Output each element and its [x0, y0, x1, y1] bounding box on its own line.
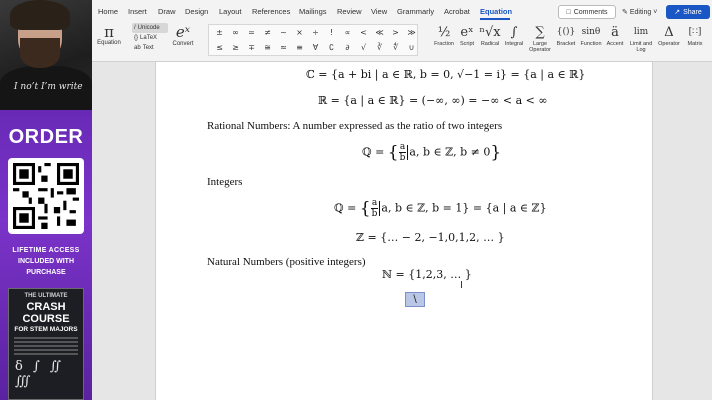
rational-lhs: ℚ = — [362, 145, 385, 159]
text-cursor-icon: I — [460, 280, 463, 291]
tab-equation[interactable]: Equation — [480, 7, 513, 16]
heading-rational: Rational Numbers: A number expressed as the ratio of two integers — [207, 120, 503, 132]
symbol-button[interactable]: ≪ — [375, 28, 384, 37]
equation-z[interactable]: ℤ = {… − 2, −1,0,1,2, … } — [356, 231, 505, 244]
matrix-button[interactable]: [∷] Matrix — [682, 24, 708, 47]
webcam-hair — [10, 0, 70, 30]
symbol-button[interactable]: ∞ — [232, 28, 239, 37]
integers-lhs: ℚ = — [334, 201, 357, 215]
book-cover[interactable] — [8, 288, 84, 400]
share-label: Share — [683, 8, 702, 16]
editing-button[interactable] — [622, 5, 662, 19]
equation-rational[interactable] — [362, 142, 501, 163]
tab-home[interactable]: Home — [98, 7, 119, 16]
structures-group — [432, 24, 712, 60]
comment-icon: □ — [566, 8, 571, 16]
webcam-shirt-text: I no’t I’m write — [14, 82, 83, 92]
symbol-button[interactable]: ∛ — [376, 43, 383, 52]
book-subtitle: FOR STEM MAJORS — [14, 326, 78, 333]
symbol-button[interactable]: ≥ — [232, 43, 239, 52]
function-button[interactable]: sinθ Function — [578, 24, 604, 47]
script-button[interactable]: eˣ Script — [459, 25, 475, 47]
book-math-glyphs: δ ∫ ∬ ∭ — [15, 359, 64, 389]
symbol-button[interactable]: ≫ — [407, 28, 416, 37]
rational-rhs: a, b ∈ ℤ, b ≠ 0 — [409, 145, 491, 159]
symbol-button[interactable]: ∪ — [408, 43, 415, 52]
symbol-button[interactable]: ∜ — [392, 43, 399, 52]
equation-input-box[interactable]: \ — [405, 292, 425, 307]
mode-latex[interactable]: {} LaTeX — [134, 35, 158, 41]
symbol-button[interactable]: × — [296, 28, 303, 37]
comments-label: Comments — [573, 8, 608, 16]
symbol-button[interactable]: < — [360, 28, 367, 37]
tab-review[interactable]: Review — [337, 7, 362, 16]
promo-included-with: INCLUDED WITH — [18, 258, 74, 265]
book-title: CRASH COURSE — [22, 301, 70, 325]
fraction-icon: ½ — [437, 25, 451, 40]
symbol-button[interactable]: ~ — [280, 28, 287, 37]
bracket-icon: {()} — [556, 27, 576, 37]
tab-layout[interactable]: Layout — [219, 7, 242, 16]
integers-rhs: a, b ∈ ℤ, b = 1} = {a | a ∈ ℤ} — [381, 201, 547, 215]
tab-acrobat[interactable]: Acrobat — [444, 7, 470, 16]
symbol-button[interactable]: ≡ — [296, 43, 303, 52]
equation-integers[interactable] — [334, 198, 547, 219]
input-mode-list — [132, 23, 168, 53]
book-body-lines — [12, 337, 80, 355]
heading-integers: Integers — [207, 176, 243, 188]
limit-and-log-button[interactable]: lim Limit and Log — [626, 24, 656, 53]
radical-icon: ⁿ√x — [479, 25, 501, 40]
symbol-button[interactable]: ÷ — [312, 28, 319, 37]
operator-icon: Δ — [664, 25, 674, 40]
symbol-button[interactable]: > — [392, 28, 399, 37]
share-button[interactable] — [666, 5, 710, 19]
tab-grammarly[interactable]: Grammarly — [397, 7, 435, 16]
promo-purchase: PURCHASE — [26, 269, 66, 276]
editing-label: Editing — [629, 8, 652, 16]
bracket-button[interactable]: {()} Bracket — [554, 24, 578, 47]
tab-mailings[interactable]: Mailings — [299, 7, 327, 16]
symbol-button[interactable]: ≈ — [280, 43, 287, 52]
fraction-a-over-b: $\frac{a}{b}$ — [399, 142, 406, 163]
integral-button[interactable]: ∫ Integral — [504, 25, 524, 47]
convert-button[interactable] — [170, 23, 196, 47]
open-brace: { — [387, 142, 399, 163]
book-top-text: THE ULTIMATE — [24, 293, 68, 299]
symbol-button[interactable]: ± — [216, 28, 223, 37]
insert-equation-button[interactable] — [96, 24, 122, 46]
fraction-button[interactable]: ½ Fraction — [434, 25, 454, 47]
symbol-button[interactable]: = — [248, 28, 255, 37]
ribbon-tabs — [92, 0, 712, 22]
radical-button[interactable]: ⁿ√x Radical — [479, 25, 501, 47]
symbol-button[interactable]: ≠ — [264, 28, 271, 37]
close-brace: } — [490, 142, 502, 163]
unicode-icon: / — [134, 25, 136, 31]
script-icon: eˣ — [460, 25, 474, 40]
convert-label: Convert — [172, 41, 194, 47]
qr-code-icon — [13, 163, 79, 229]
tab-view[interactable]: View — [371, 7, 388, 16]
symbol-button[interactable]: ∂ — [345, 43, 350, 52]
equation-n[interactable]: ℕ = {1,2,3, … } — [382, 268, 472, 281]
pi-icon: π — [104, 23, 114, 41]
pencil-icon: ✎ — [622, 9, 628, 16]
operator-button[interactable]: Δ Operator — [658, 25, 680, 47]
equation-label: Equation — [97, 40, 121, 46]
symbol-button[interactable]: ∓ — [248, 43, 255, 52]
tab-design[interactable]: Design — [185, 7, 209, 16]
symbol-button[interactable]: ≤ — [216, 43, 223, 52]
webcam-feed — [0, 0, 92, 110]
latex-icon: {} — [134, 35, 139, 41]
symbols-gallery — [208, 24, 418, 56]
limit-icon: lim — [633, 27, 649, 37]
order-title: ORDER — [8, 126, 84, 148]
large-operator-button[interactable]: ∑ Large Operator — [529, 25, 551, 53]
document-page[interactable] — [155, 62, 653, 400]
share-icon: ↗ — [674, 9, 681, 16]
tab-insert[interactable]: Insert — [128, 7, 147, 16]
tab-draw[interactable]: Draw — [158, 7, 176, 16]
symbol-button[interactable]: ∀ — [312, 43, 319, 52]
integral-icon: ∫ — [510, 25, 518, 40]
qr-code[interactable] — [8, 158, 84, 234]
symbol-button[interactable]: ! — [329, 28, 334, 37]
accent-button[interactable]: ä Accent — [606, 25, 624, 47]
webcam-beard — [20, 38, 60, 68]
text-icon: ab — [134, 45, 141, 51]
mode-unicode[interactable]: / Unicode — [132, 23, 168, 33]
active-tab-underline — [480, 18, 510, 20]
chevron-down-icon: ˅ — [653, 8, 658, 16]
symbol-button[interactable]: ∝ — [344, 28, 351, 37]
promo-lifetime-access: LIFETIME ACCESS — [12, 247, 80, 254]
matrix-icon: [∷] — [688, 27, 702, 37]
heading-natural: Natural Numbers (positive integers) — [207, 256, 366, 268]
promo-panel — [0, 0, 92, 400]
convert-icon: eˣ — [175, 23, 191, 41]
ribbon — [92, 0, 712, 62]
sum-icon: ∑ — [535, 25, 545, 40]
comments-button[interactable] — [558, 5, 616, 19]
accent-icon: ä — [611, 25, 619, 40]
open-brace: { — [359, 198, 371, 219]
mode-text[interactable]: ab Text — [134, 45, 154, 51]
fraction-a-over-b: $\frac{a}{b}$ — [371, 198, 378, 219]
equation-real[interactable]: ℝ = {a | a ∈ ℝ} = (−∞, ∞) = −∞ < a < ∞ — [318, 94, 548, 107]
function-icon: sinθ — [581, 27, 601, 37]
equation-complex[interactable]: ℂ = {a + bi | a ∈ ℝ, b = 0, √−1 = i} = {a | a ∈ ℝ} — [306, 68, 586, 81]
tab-references[interactable]: References — [252, 7, 291, 16]
symbol-button[interactable]: ≅ — [264, 43, 271, 52]
symbol-button[interactable]: ∁ — [328, 43, 335, 52]
symbol-button[interactable]: √ — [360, 43, 367, 52]
